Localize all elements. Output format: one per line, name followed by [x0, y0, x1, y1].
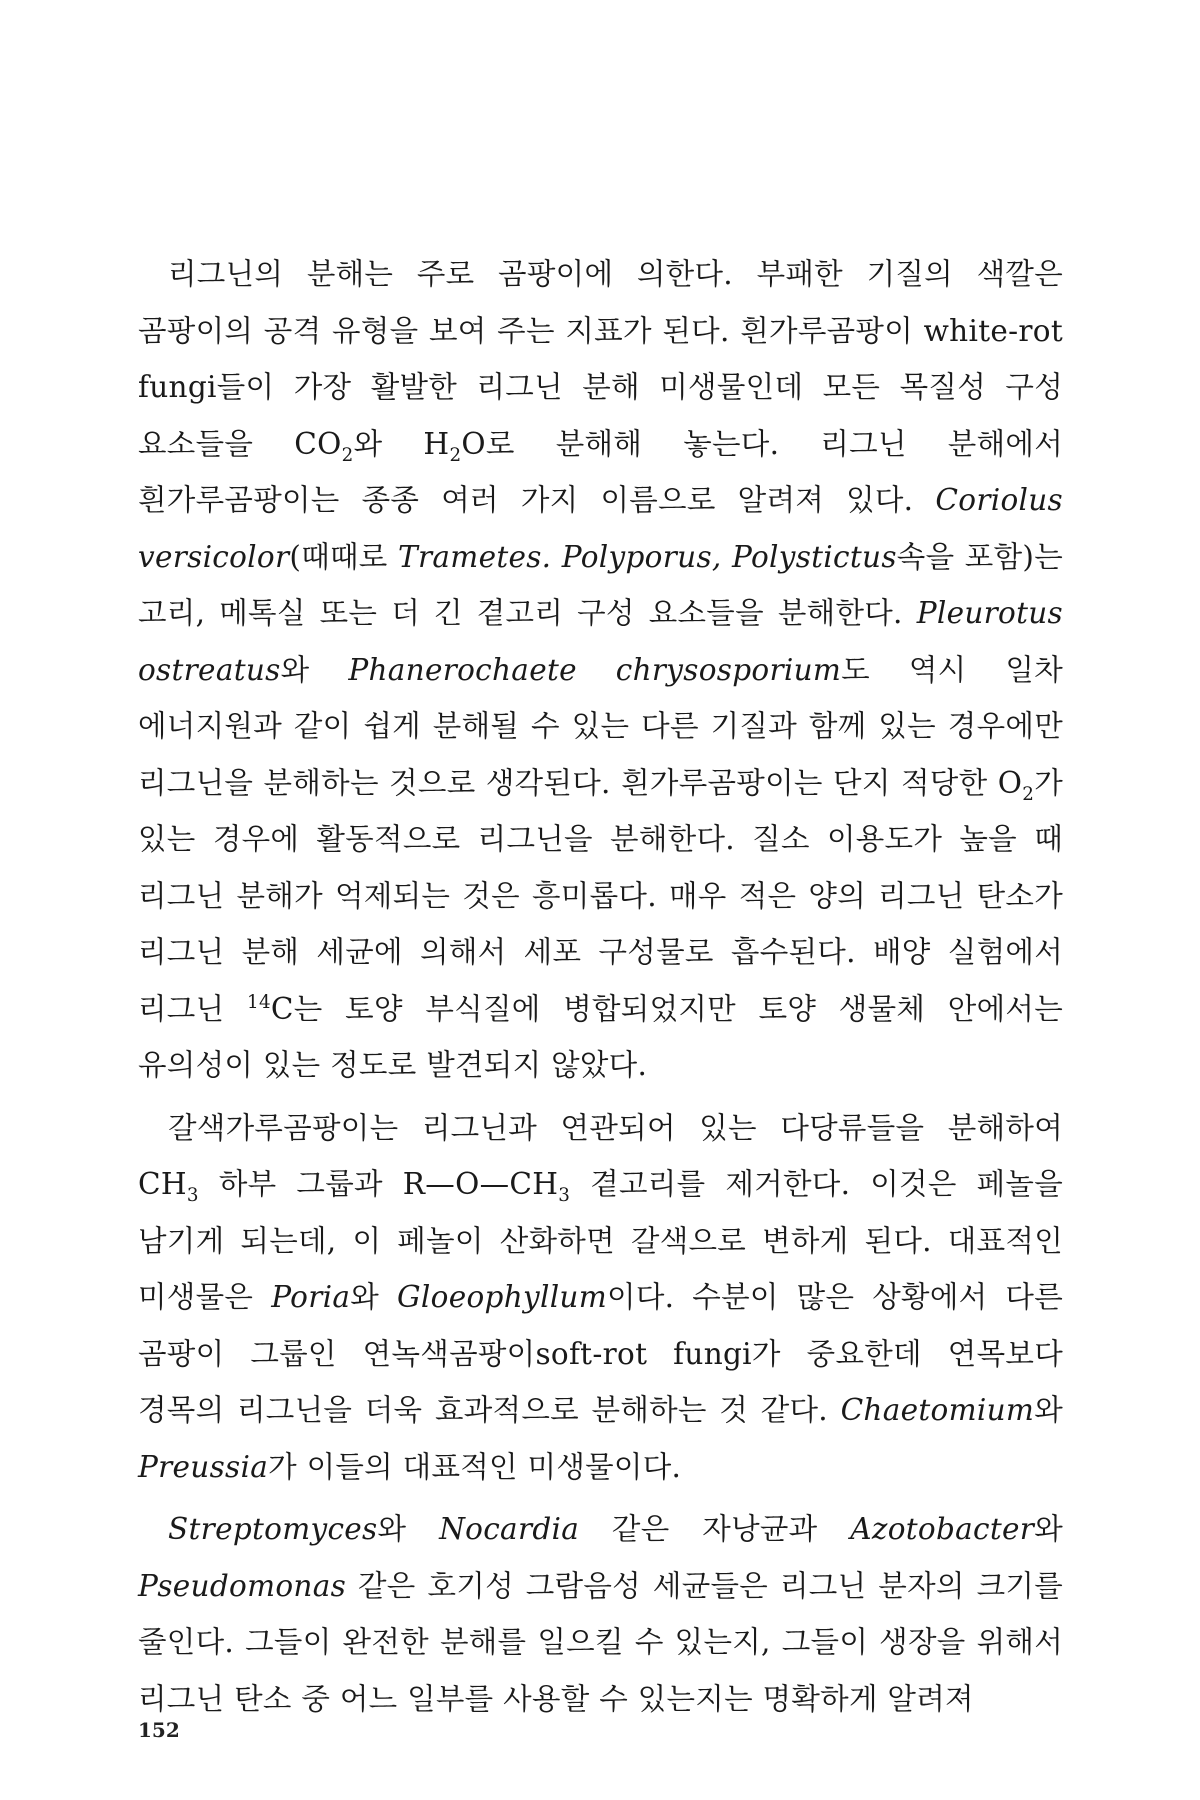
text-run: 같은 자낭균과 — [579, 1512, 851, 1546]
text-run: 가 이들의 대표적인 미생물이다. — [268, 1449, 682, 1484]
subscript: 2 — [449, 444, 462, 466]
page-body — [138, 246, 1063, 1733]
species-name: Phanerochaete chrysosporium — [348, 652, 842, 687]
subscript: 3 — [186, 1184, 199, 1206]
text-run: 리그닌의 분해는 주로 곰팡이에 의한다. 부패한 기질의 색깔은 곰팡이의 공격 유형을 보여 주는 지표가 된다. 흰가루곰팡이 white-rot fungi들이 가장 활발한 리그닌 분해 미생물인데 모든 목질성 구성 요소들을 CO — [138, 257, 1063, 461]
species-name: Pseudomonas — [138, 1568, 347, 1603]
text-run: 와 — [350, 1280, 398, 1314]
text-run: O로 분해해 놓는다. 리그닌 분해에서 흰가루곰팡이는 종종 여러 가지 이름으로 알려져 있다. — [138, 426, 1063, 517]
text-run: 가 있는 경우에 활동적으로 리그닌을 분해한다. 질소 이용도가 높을 때 리그닌 분해가 억제되는 것은 흥미롭다. 매우 적은 양의 리그닌 탄소가 리그닌 분해 세균에 의해서 세포 구성물로 흡수된다. 배양 실험에서 리그닌 — [138, 765, 1063, 1026]
text-run: 와 — [1034, 1393, 1063, 1427]
page-number: 152 — [138, 1718, 180, 1742]
species-name: Pleurotus ostreatus — [138, 596, 1063, 687]
text-run: 곁고리를 제거한다. 이것은 페놀을 남기게 되는데, 이 페놀이 산화하면 갈색으로 변하게 된다. 대표적인 미생물은 — [138, 1167, 1063, 1314]
subscript: 2 — [1022, 783, 1035, 805]
text-run: 이다. 수분이 많은 상황에서 다른 곰팡이 그룹인 연녹색곰팡이soft-rot fungi가 중요한데 연목보다 경목의 리그닌을 더욱 효과적으로 분해하는 것 같다. — [138, 1280, 1064, 1427]
text-run: 와 — [1034, 1512, 1063, 1546]
paragraph-2 — [138, 1100, 1063, 1496]
species-name: Azotobacter — [850, 1512, 1035, 1546]
species-name: Preussia — [138, 1449, 269, 1484]
text-run: 같은 호기성 그람음성 세균들은 리그닌 분자의 크기를 줄인다. 그들이 완전한 분해를 일으킬 수 있는지, 그들이 생장을 위해서 리그닌 탄소 중 어느 일부를 사용할 수 있는지는 명확하게 알려져 — [138, 1568, 1063, 1716]
text-run: 하부 그룹과 R—O—CH — [198, 1167, 559, 1201]
text-run: 와 — [377, 1512, 440, 1546]
text-run: 갈색가루곰팡이는 리그닌과 연관되어 있는 다당류들을 분해하여 CH — [138, 1110, 1063, 1201]
text-run: 도 역시 일차 에너지원과 같이 쉽게 분해될 수 있는 다른 기질과 함께 있는 경우에만 리그닌을 분해하는 것으로 생각된다. 흰가루곰팡이는 단지 적당한 O — [138, 652, 1063, 800]
paragraph-1 — [138, 246, 1063, 1094]
text-run: 와 H — [353, 426, 450, 461]
paragraph-3 — [138, 1501, 1063, 1727]
text-run: (때때로 — [289, 539, 399, 574]
species-name: Coriolus versicolor — [138, 483, 1063, 574]
superscript: 14 — [247, 991, 271, 1013]
text-run: 속을 포함)는 고리, 메톡실 또는 더 긴 곁고리 구성 요소들을 분해한다. — [138, 539, 1063, 630]
text-run: 와 — [280, 652, 349, 687]
text-run: C는 토양 부식질에 병합되었지만 토양 생물체 안에서는 유의성이 있는 정도로 발견되지 않았다. — [138, 991, 1063, 1082]
species-name: Poria — [271, 1280, 351, 1314]
species-name: Streptomyces — [168, 1512, 378, 1546]
subscript: 2 — [341, 444, 354, 466]
species-name: Chaetomium — [840, 1393, 1035, 1427]
species-name: Trametes. Polyporus, Polystictus — [398, 539, 897, 574]
subscript: 3 — [558, 1184, 571, 1206]
species-name: Nocardia — [439, 1512, 580, 1546]
species-name: Gloeophyllum — [397, 1280, 608, 1314]
